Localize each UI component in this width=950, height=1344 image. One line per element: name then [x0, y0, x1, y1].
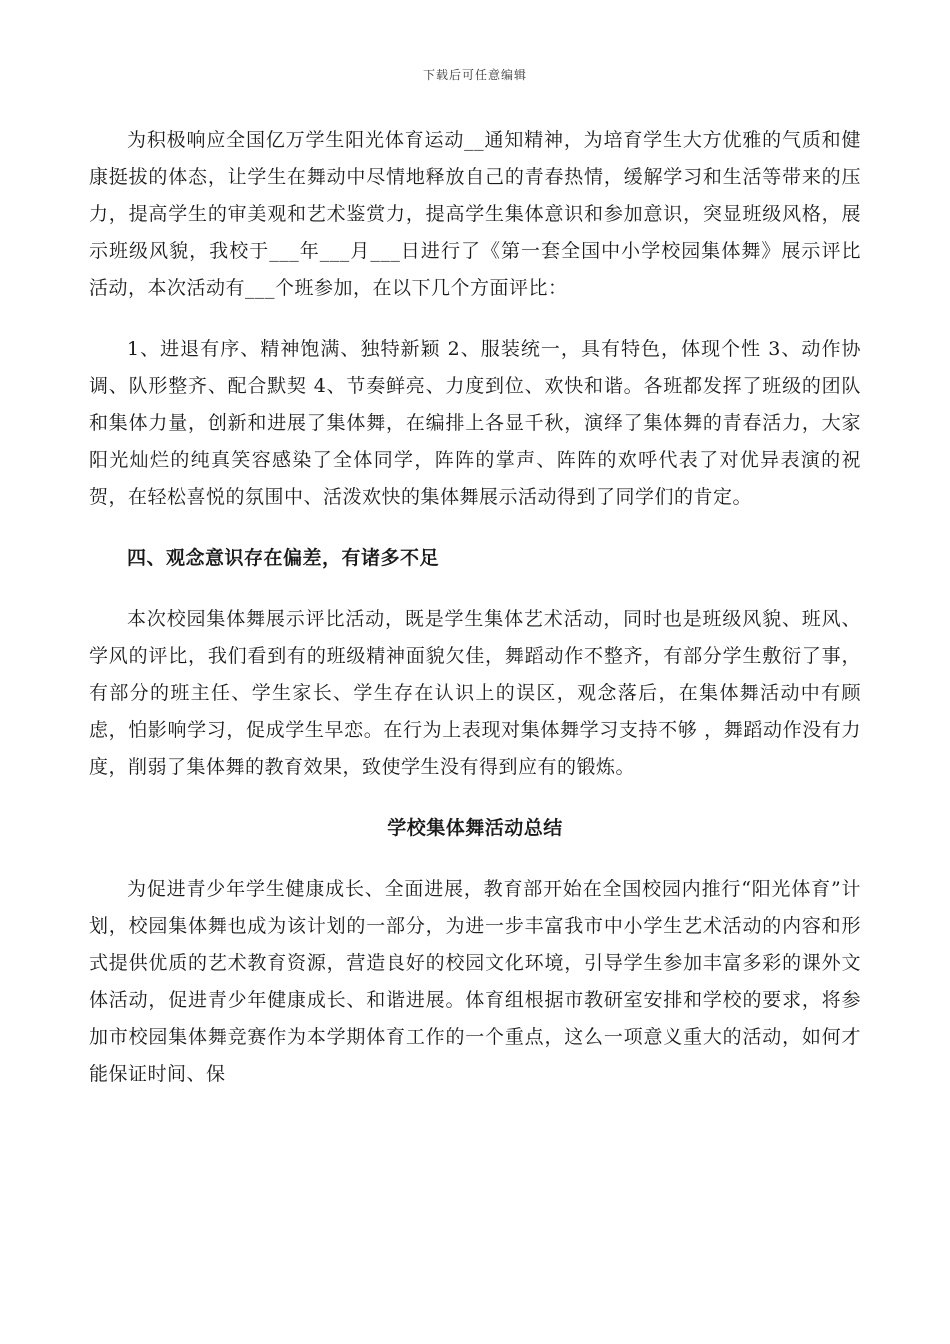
- document-title-summary: 学校集体舞活动总结: [387, 817, 563, 839]
- section-heading-shortcomings: 四、观念意识存在偏差，有诸多不足: [127, 547, 440, 569]
- paragraph-summary: 为促进青少年学生健康成长、全面进展，教育部开始在全国校园内推行“阳光体育”计划，校园集体舞也成为该计划的一部分，为进一步丰富我市中小学生艺术活动的内容和形式提供优质的艺术教育资源，营造良好的校园文化环境，引导学生参加丰富多彩的课外文体活动，促进青少年健康成长、和谐进展。体育组根据市教研室安排和学校的要求，将参加市校园集体舞竞赛作为本学期体育工作的一个重点，这么一项意义重大的活动，如何才能保证时间、保: [89, 878, 861, 1085]
- paragraph-intro: 为积极响应全国亿万学生阳光体育运动__通知精神，为培育学生大方优雅的气质和健康挺拔的体态，让学生在舞动中尽情地释放自己的青春热情，缓解学习和生活等带来的压力，提高学生的审美观和艺术鉴赏力，提高学生集体意识和参加意识，突显班级风格，展示班级风貌，我校于___年___月___日进行了《第一套全国中小学校园集体舞》展示评比活动，本次活动有___个班参加，在以下几个方面评比：: [89, 129, 861, 299]
- paragraph-criteria: 1、进退有序、精神饱满、独特新颖 2、服装统一，具有特色，体现个性 3、动作协调、队形整齐、配合默契 4、节奏鲜亮、力度到位、欢快和谐。各班都发挥了班级的团队和集体力量，创新和进展了集体舞，在编排上各显千秋，演绎了集体舞的青春活力，大家阳光灿烂的纯真笑容感染了全体同学，阵阵的掌声、阵阵的欢呼代表了对优异表演的祝贺，在轻松喜悦的氛围中、活泼欢快的集体舞展示活动得到了同学们的肯定。: [89, 338, 861, 508]
- document-body: [89, 122, 861, 1093]
- paragraph-shortcomings: 本次校园集体舞展示评比活动，既是学生集体艺术活动，同时也是班级风貌、班风、学风的评比，我们看到有的班级精神面貌欠佳，舞蹈动作不整齐，有部分学生敷衍了事，有部分的班主任、学生家长、学生存在认识上的误区，观念落后，在集体舞活动中有顾虑，怕影响学习，促成学生早恋。在行为上表现对集体舞学习支持不够 ，舞蹈动作没有力度，削弱了集体舞的教育效果，致使学生没有得到应有的锻炼。: [89, 608, 861, 778]
- page-header-note: 下载后可任意编辑: [422, 68, 527, 82]
